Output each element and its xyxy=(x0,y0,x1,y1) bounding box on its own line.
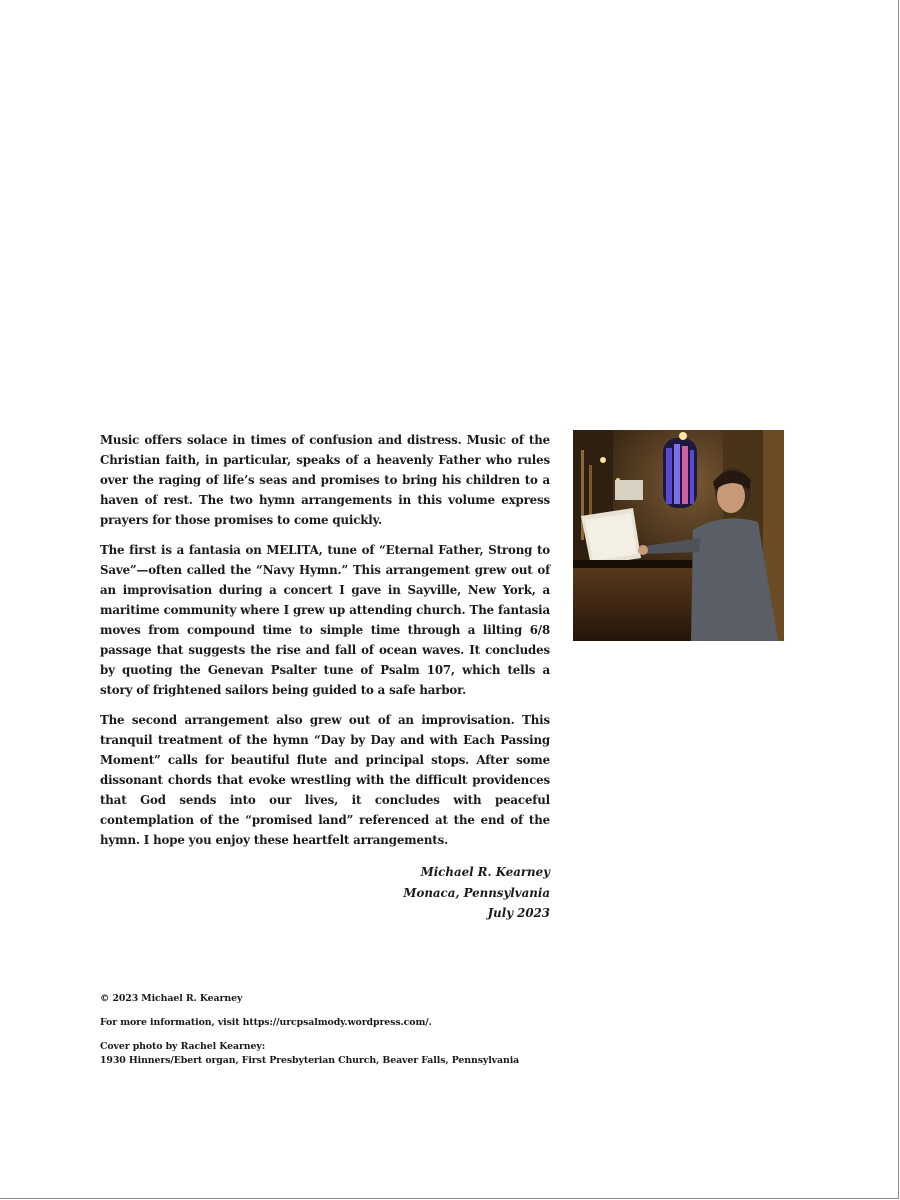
organist-photo xyxy=(573,430,784,641)
preface-text xyxy=(100,430,550,924)
preface-paragraph-3: The second arrangement also grew out of an improvisation. This tranquil treatment of the hymn “Day by Day and with Each Passing Moment” calls for beautiful flute and principal stops. After some dissonant chords that evoke wrestling with the difficult providences that God sends into our lives, it concludes with peaceful contemplation of the “promised land” referenced at the end of the hymn. I hope you enjoy these heartfelt arrangements. xyxy=(100,713,550,847)
author-place: Monaca, Pennsylvania xyxy=(403,885,550,900)
preface-paragraph-1: Music offers solace in times of confusion and distress. Music of the Christian faith, in particular, speaks of a heavenly Father who rules over the raging of life’s seas and promises to bring his children to a haven of rest. The two hymn arrangements in this volume express prayers for those promises to come quickly. xyxy=(100,433,550,527)
colophon xyxy=(100,992,700,1068)
photo-credit: Cover photo by Rachel Kearney: xyxy=(100,1041,266,1052)
copyright-notice: © 2023 Michael R. Kearney xyxy=(100,993,243,1004)
preface-paragraph-2: The first is a fantasia on MELITA, tune of “Eternal Father, Strong to Save”—often called the “Navy Hymn.” This arrangement grew out of an improvisation during a concert I gave in Sayville, New York, a maritime community where I grew up attending church. The fantasia moves from compound time to simple time through a lilting 6/8 passage that suggests the rise and fall of ocean waves. It concludes by quoting the Genevan Psalter tune of Psalm 107, which tells a story of frightened sailors being guided to a safe harbor. xyxy=(100,543,550,697)
organist-photo-illustration xyxy=(573,430,784,641)
organ-description: 1930 Hinners/Ebert organ, First Presbyterian Church, Beaver Falls, Pennsylvania xyxy=(100,1055,520,1066)
info-line: For more information, visit https://urcpsalmody.wordpress.com/. xyxy=(100,1017,432,1028)
signature-date: July 2023 xyxy=(487,906,550,920)
author-name: Michael R. Kearney xyxy=(420,865,550,879)
signature-block xyxy=(100,862,550,924)
